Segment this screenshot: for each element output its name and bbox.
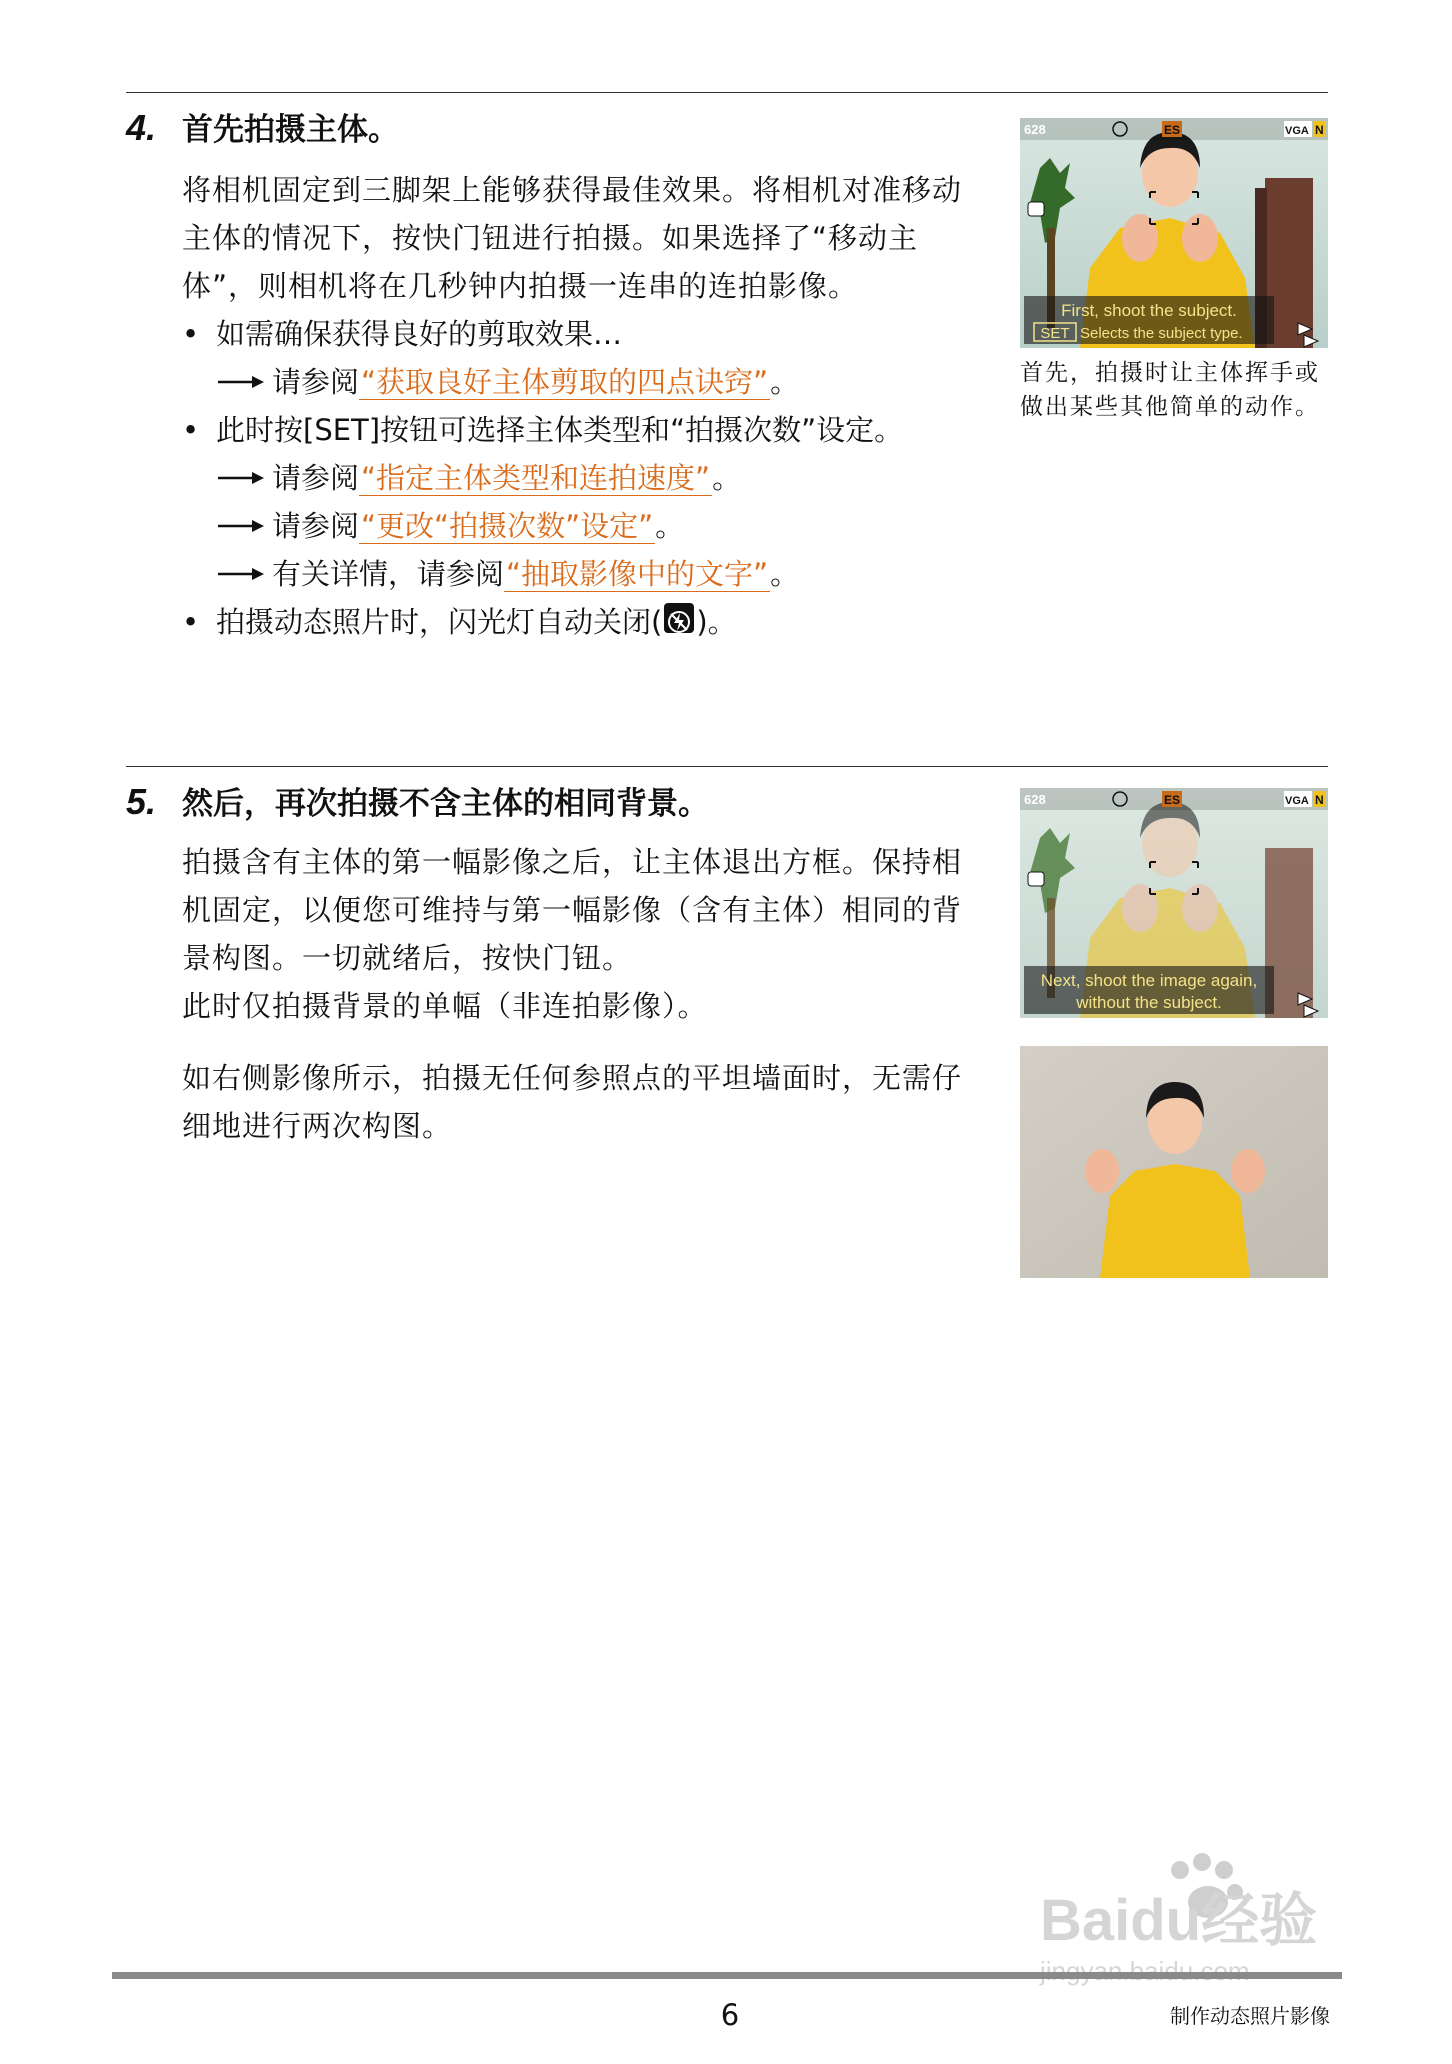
reference-4-link[interactable]: “抽取影像中的文字”	[506, 556, 769, 591]
plain-wall-photo	[1020, 1046, 1328, 1278]
baidu-watermark	[1030, 1840, 1350, 2000]
step-5-paragraph-3: 如右侧影像所示，拍摄无任何参照点的平坦墙面时，无需仔细地进行两次构图。	[182, 1061, 963, 1143]
overlay-set-key: SET	[1040, 325, 1070, 342]
mode-label: ES	[1164, 123, 1181, 137]
chapter-title: 制作动态照片影像	[1170, 2004, 1330, 2028]
stabilizer-icon	[1028, 202, 1044, 216]
reference-4	[216, 550, 986, 598]
step-5-number: 5.	[126, 781, 157, 822]
overlay-line-1: Next, shoot the image again,	[1040, 971, 1258, 990]
subject-left-hand	[1085, 1149, 1119, 1193]
overlay-line-2: Selects the subject type.	[1080, 325, 1243, 342]
arrow-right-icon	[216, 375, 266, 389]
reference-3-link[interactable]: “更改“拍摄次数”设定”	[361, 508, 654, 543]
page-number: 6	[720, 1998, 740, 2032]
step-5-title: 然后，再次拍摄不含主体的相同背景。	[182, 786, 709, 822]
reference-2	[216, 454, 986, 502]
step-4-heading	[126, 104, 986, 152]
screen-1-caption: 首先，拍摄时让主体挥手或做出某些其他简单的动作。	[1020, 360, 1320, 420]
arrow-right-icon	[216, 567, 266, 581]
bullet-2-text: 此时按[SET]按钮可选择主体类型和“拍摄次数”设定。	[216, 413, 904, 447]
size-label: VGA	[1285, 795, 1309, 807]
subject-left-hand	[1122, 214, 1158, 262]
bullet-3-text	[216, 598, 737, 646]
subject-right-hand	[1182, 214, 1218, 262]
bullet-1-text: 如需确保获得良好的剪取效果…	[216, 317, 623, 351]
quality-label: N	[1315, 793, 1324, 807]
reference-2-period: 。	[712, 461, 742, 495]
step-5-paragraph-2: 此时仅拍摄背景的单幅（非连拍影像）。	[182, 989, 708, 1023]
overlay-line-2: without the subject.	[1076, 993, 1222, 1012]
overlay-line-1: First, shoot the subject.	[1061, 301, 1237, 320]
subject-right-hand	[1231, 1149, 1265, 1193]
reference-1-period: 。	[770, 365, 800, 399]
reference-1	[216, 358, 986, 406]
camera-screen-2	[1020, 788, 1328, 1018]
quality-label: N	[1315, 123, 1324, 137]
step-4	[126, 104, 986, 646]
top-rule	[126, 92, 1328, 93]
step-4-paragraph: 将相机固定到三脚架上能够获得最佳效果。将相机对准移动主体的情况下，按快门钮进行拍摄。如果选择了“移动主体”，则相机将在几秒钟内拍摄一连串的连拍影像。	[182, 173, 963, 303]
reference-2-link[interactable]: “指定主体类型和连拍速度”	[361, 460, 711, 495]
arrow-right-icon	[216, 471, 266, 485]
stabilizer-icon	[1028, 872, 1044, 886]
reference-3-period: 。	[655, 509, 685, 543]
step-5	[126, 778, 986, 1150]
bullet-dot: •	[182, 605, 200, 639]
size-label: VGA	[1285, 125, 1309, 137]
step-4-bullet-2	[182, 406, 986, 454]
reference-3-prefix: 请参阅	[272, 509, 360, 543]
shot-count: 628	[1024, 792, 1046, 807]
middle-rule	[126, 766, 1328, 767]
step-4-title: 首先拍摄主体。	[182, 112, 399, 148]
flash-off-icon	[664, 603, 694, 633]
bullet-dot: •	[182, 413, 200, 447]
step-5-heading	[126, 778, 986, 826]
bullet-3-text-before: 拍摄动态照片时，闪光灯自动关闭(	[216, 605, 663, 639]
step-5-paragraph-1: 拍摄含有主体的第一幅影像之后，让主体退出方框。保持相机固定，以便您可维持与第一幅影像（含有主体）相同的背景构图。一切就绪后，按快门钮。	[182, 845, 963, 975]
camera-screen-1	[1020, 118, 1328, 348]
reference-4-prefix: 有关详情，请参阅	[272, 557, 505, 591]
step-4-bullet-3	[182, 598, 986, 646]
step-4-bullet-1	[182, 310, 986, 358]
arrow-right-icon	[216, 519, 266, 533]
reference-3	[216, 502, 986, 550]
reference-1-link[interactable]: “获取良好主体剪取的四点诀窍”	[361, 364, 769, 399]
reference-4-period: 。	[770, 557, 800, 591]
bullet-dot: •	[182, 317, 200, 351]
watermark-brand: Baidu经验	[1040, 1888, 1318, 1953]
step-4-number: 4.	[126, 107, 157, 148]
mode-label: ES	[1164, 793, 1181, 807]
shot-count: 628	[1024, 122, 1046, 137]
reference-1-prefix: 请参阅	[272, 365, 360, 399]
watermark-url: jingyan.baidu.com	[1040, 1956, 1250, 1986]
reference-2-prefix: 请参阅	[272, 461, 360, 495]
bullet-3-text-after: )。	[696, 605, 737, 639]
